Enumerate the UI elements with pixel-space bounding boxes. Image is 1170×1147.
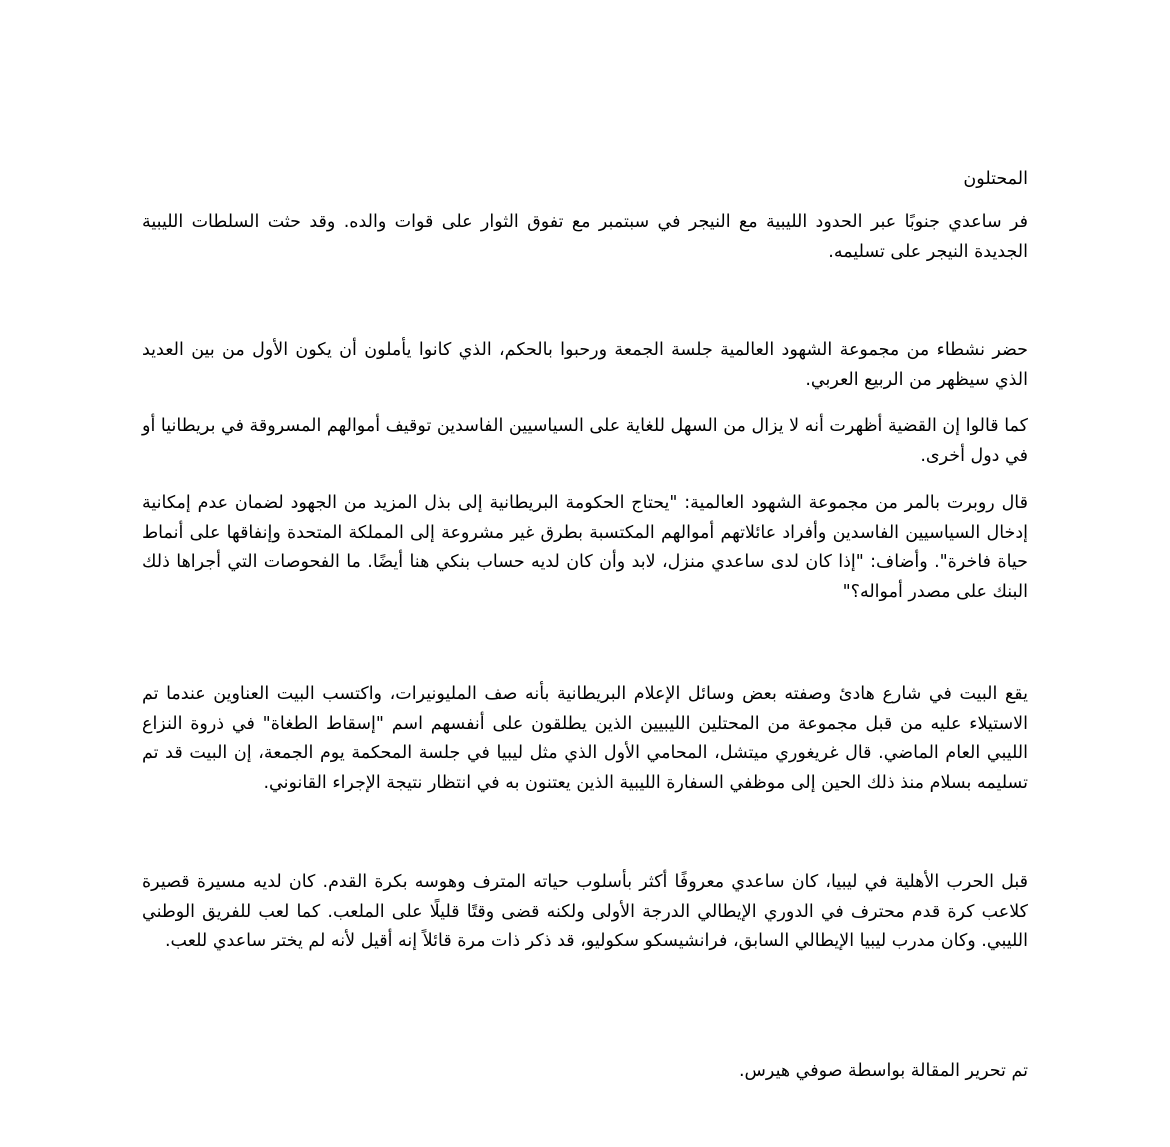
paragraph-text: يقع البيت في شارع هادئ وصفته بعض وسائل الإعلام البريطانية بأنه صف المليونيرات، واكتسب البيت العناوين عندما تم الاستيلاء عليه من قبل مجموعة من المحتلين الليبيين الذين يطلقون على أنفسهم اسم "إسقاط الطغاة" في ذروة النزاع الليبي العام الماضي. قال غريغوري ميتشل، المحامي الأول الذي مثل ليبيا في جلسة المحكمة يوم الجمعة، إن البيت قد تم تسليمه بسلام منذ ذلك الحين إلى موظفي السفارة الليبية الذين يعتنون به في انتظار نتيجة الإجراء القانوني. xyxy=(142,684,1028,793)
paragraph-text: فر ساعدي جنوبًا عبر الحدود الليبية مع النيجر في سبتمبر مع تفوق الثوار على قوات والده. وقد حثت السلطات الليبية الجديدة النيجر على تسليمه. xyxy=(142,212,1028,262)
paragraph-text: حضر نشطاء من مجموعة الشهود العالمية جلسة الجمعة ورحبوا بالحكم، الذي كانوا يأملون أن يكون الأول من بين العديد الذي سيظهر من الربيع العربي. xyxy=(142,340,1028,390)
paragraph-3 xyxy=(142,412,1028,471)
paragraph-text: قال روبرت بالمر من مجموعة الشهود العالمية: "يحتاج الحكومة البريطانية إلى بذل المزيد من الجهود لضمان عدم إمكانية إدخال السياسيين الفاسدين وأفراد عائلاتهم أموالهم المكتسبة بطرق غير مشروعة إلى المملكة المتحدة وإنفاقها على أنماط حياة فاخرة". وأضاف: "إذا كان لدى ساعدي منزل، لابد وأن كان لديه حساب بنكي هنا أيضًا. ما الفحوصات التي أجراها ذلك البنك على مصدر أمواله؟" xyxy=(142,493,1028,602)
paragraph-1 xyxy=(142,208,1028,267)
paragraph-4 xyxy=(142,489,1028,607)
byline xyxy=(142,1057,1028,1087)
paragraph-text: كما قالوا إن القضية أظهرت أنه لا يزال من السهل للغاية على السياسيين الفاسدين توقيف أموالهم المسروقة في بريطانيا أو في دول أخرى. xyxy=(142,416,1028,466)
byline-text: تم تحرير المقالة بواسطة صوفي هيرس. xyxy=(738,1061,1028,1081)
heading-text: المحتلون xyxy=(963,169,1028,189)
paragraph-text: قبل الحرب الأهلية في ليبيا، كان ساعدي معروفًا أكثر بأسلوب حياته المترف وهوسه بكرة القدم. كان لديه مسيرة قصيرة كلاعب كرة قدم محترف في الدوري الإيطالي الدرجة الأولى ولكنه قضى وقتًا قليلًا على الملعب. كما لعب للفريق الوطني الليبي. وكان مدرب ليبيا الإيطالي السابق، فرانشيسكو سكوليو، قد ذكر ذات مرة قائلاً إنه أقيل لأنه لم يختر ساعدي للعب. xyxy=(142,872,1028,951)
paragraph-5 xyxy=(142,680,1028,798)
paragraph-6 xyxy=(142,868,1028,957)
section-heading xyxy=(142,165,1028,195)
paragraph-2 xyxy=(142,336,1028,395)
